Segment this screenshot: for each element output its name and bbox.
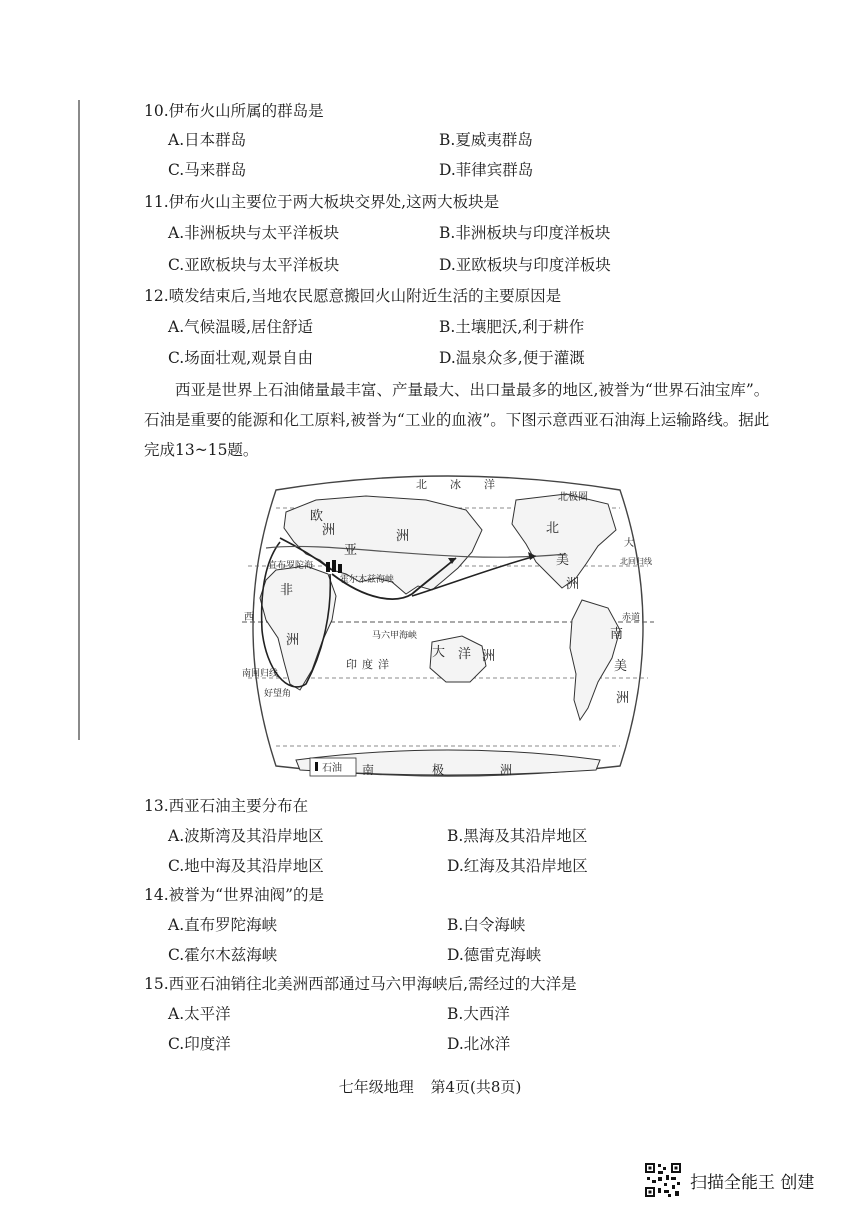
footer-page-number: 第4页(共8页) (430, 1078, 522, 1096)
passage-text: 西亚是世界上石油储量最丰富、产量最大、出口量最多的地区,被誉为“世界石油宝库”。石油是重要的能源和化工原料,被誉为“工业的血液”。下图示意西亚石油海上运输路线。据此完成13~15题。 (144, 381, 770, 459)
question-14-option-d: D.德雷克海峡 (447, 946, 542, 964)
question-10-option-c: C.马来群岛 (168, 161, 247, 179)
question-12-option-a: A.气候温暖,居住舒适 (168, 318, 314, 336)
label-north-america-1: 北 (546, 521, 560, 536)
question-12-stem: 12.喷发结束后,当地农民愿意搬回火山附近生活的主要原因是 (144, 287, 562, 305)
question-11-option-b: B.非洲板块与印度洋板块 (439, 224, 611, 242)
label-antarctica-2: 极 (432, 763, 445, 777)
label-hormuz: 霍尔木兹海峡 (340, 575, 395, 585)
label-oceania-3: 洲 (482, 649, 496, 664)
label-africa-2: 洲 (286, 633, 300, 648)
question-11-stem: 11.伊布火山主要位于两大板块交界处,这两大板块是 (144, 193, 500, 211)
label-gibraltar: 直布罗陀海 (268, 561, 314, 571)
question-10-option-d: D.菲律宾群岛 (439, 161, 534, 179)
label-south-america-2: 美 (614, 659, 628, 674)
watermark-text: 扫描全能王 创建 (690, 1172, 815, 1193)
label-oceania-1: 大 (432, 645, 446, 660)
label-antarctica-3: 洲 (500, 763, 513, 777)
question-13-option-a: A.波斯湾及其沿岸地区 (168, 827, 324, 845)
label-oceania-2: 洋 (458, 647, 472, 662)
label-atlantic-fragment: 大 (624, 538, 634, 549)
label-north-america-2: 美 (556, 553, 570, 568)
label-arctic-circle: 北极圈 (558, 492, 588, 503)
question-12-option-d: D.温泉众多,便于灌溉 (439, 349, 585, 367)
question-13-option-b: B.黑海及其沿岸地区 (447, 827, 588, 845)
label-europe-1: 欧 (310, 509, 324, 524)
label-indian-ocean-1: 印 (346, 658, 357, 671)
label-tropic-capricorn: 南回归线 (242, 669, 279, 679)
question-11-option-d: D.亚欧板块与印度洋板块 (439, 256, 611, 274)
question-13-stem: 13.西亚石油主要分布在 (144, 797, 309, 815)
label-north-tropic: 北回归线 (620, 557, 652, 566)
label-cape-good-hope: 好望角 (264, 689, 292, 699)
question-10-option-a: A.日本群岛 (168, 131, 247, 149)
question-15-option-d: D.北冰洋 (447, 1035, 511, 1053)
label-equator: 赤道 (622, 613, 641, 623)
question-11-option-c: C.亚欧板块与太平洋板块 (168, 256, 340, 274)
scanner-watermark (644, 1162, 814, 1198)
question-13-option-d: D.红海及其沿岸地区 (447, 857, 588, 875)
legend-oil-icon (315, 762, 318, 771)
qr-code-icon (644, 1162, 682, 1198)
label-west: 西 (244, 612, 254, 623)
label-asia-2: 洲 (396, 529, 410, 544)
question-15-stem: 15.西亚石油销往北美洲西部通过马六甲海峡后,需经过的大洋是 (144, 975, 577, 993)
question-15-option-c: C.印度洋 (168, 1035, 231, 1053)
question-14-stem: 14.被誉为“世界油阀”的是 (144, 886, 324, 904)
question-13-option-c: C.地中海及其沿岸地区 (168, 857, 324, 875)
question-11-option-a: A.非洲板块与太平洋板块 (168, 224, 340, 242)
label-north-america-3: 洲 (566, 577, 580, 592)
question-14-option-b: B.白令海峡 (447, 916, 526, 934)
label-europe-2: 洲 (322, 523, 336, 538)
question-14-option-a: A.直布罗陀海峡 (168, 916, 278, 934)
footer-subject: 七年级地理 (338, 1078, 414, 1096)
question-15-option-b: B.大西洋 (447, 1005, 510, 1023)
label-south-america-3: 洲 (616, 691, 630, 706)
oil-marker (326, 562, 330, 572)
question-14-option-c: C.霍尔木兹海峡 (168, 946, 278, 964)
question-12-option-b: B.土壤肥沃,利于耕作 (439, 318, 585, 336)
passage (144, 375, 784, 465)
question-12-option-c: C.场面壮观,观景自由 (168, 349, 314, 367)
binding-line (78, 100, 80, 740)
label-arctic-ocean-3: 洋 (484, 478, 495, 491)
oil-marker (332, 560, 336, 572)
label-arctic-ocean-1: 北 (416, 478, 427, 491)
label-indian-ocean-2: 度 (362, 658, 373, 671)
label-south-america-1: 南 (610, 627, 624, 642)
label-asia-1: 亚 (344, 543, 358, 558)
label-arctic-ocean-2: 冰 (450, 478, 461, 491)
question-10-stem: 10.伊布火山所属的群岛是 (144, 102, 324, 120)
label-antarctica-1: 南 (362, 763, 375, 777)
question-10-option-b: B.夏威夷群岛 (439, 131, 533, 149)
oil-marker (338, 564, 342, 573)
label-africa-1: 非 (280, 583, 294, 598)
question-15-option-a: A.太平洋 (168, 1005, 231, 1023)
legend-label: 石油 (322, 763, 342, 774)
oil-route-map (236, 470, 660, 782)
label-malacca: 马六甲海峡 (372, 631, 418, 641)
label-indian-ocean-3: 洋 (378, 658, 389, 671)
page-footer (0, 1076, 860, 1097)
